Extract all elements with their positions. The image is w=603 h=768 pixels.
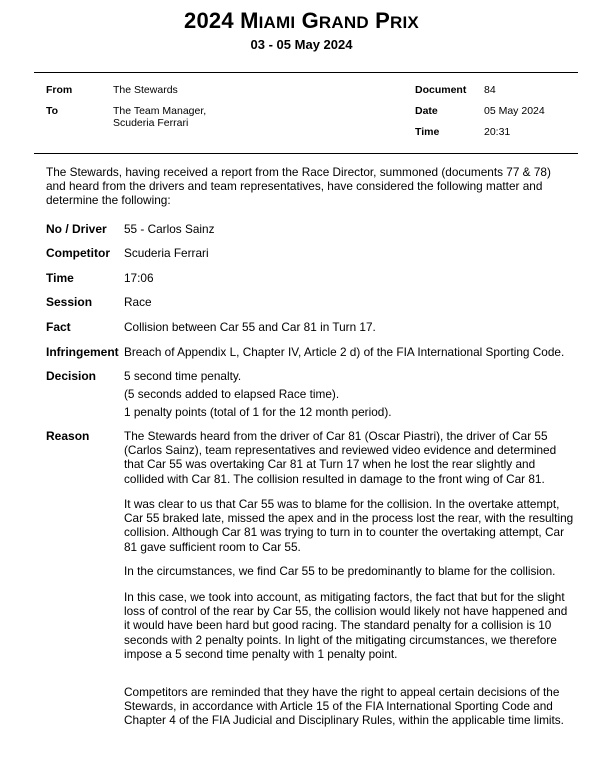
fact-value: Collision between Car 55 and Car 81 in Turn 17. [124,320,376,334]
decision-line-3: 1 penalty points (total of 1 for the 12 month period). [124,405,392,419]
to-label: To [46,105,59,117]
date-value: 05 May 2024 [484,105,545,117]
competitor-label: Competitor [46,246,110,260]
session-value: Race [124,295,152,309]
incident-time-label: Time [46,271,74,285]
reason-paragraph-3: In the circumstances, we find Car 55 to be predominantly to blame for the collision. [124,564,556,578]
session-label: Session [46,295,93,309]
to-value-line1: The Team Manager, [113,105,207,117]
competitor-value: Scuderia Ferrari [124,246,209,260]
to-value-line2: Scuderia Ferrari [113,117,189,129]
driver-label: No / Driver [46,222,107,236]
intro-paragraph: The Stewards, having received a report from the Race Director, summoned (documents 77 & 78) and heard from the drivers and team representatives, have considered the following matter and determine the following: [46,165,551,208]
header-bottom-rule [34,153,578,154]
decision-line-1: 5 second time penalty. [124,369,242,383]
from-label: From [46,84,73,96]
header-top-rule [34,72,578,73]
decision-line-2: (5 seconds added to elapsed Race time). [124,387,340,401]
reason-paragraph-1: The Stewards heard from the driver of Car 81 (Oscar Piastri), the driver of Car 55 (Carlos Sainz), team representatives and reviewed video evidence and determined that Car 55 was overtaking Car 81 at Turn 17 when he lost the rear slightly and collided with Car 81. The collision resulted in damage to the front wing of Car 81. [124,429,557,486]
incident-time-value: 17:06 [124,271,154,285]
document-number-label: Document [415,84,467,96]
from-value: The Stewards [113,84,178,96]
date-label: Date [415,105,438,117]
reason-paragraph-4: In this case, we took into account, as mitigating factors, the fact that but for the slight loss of control of the rear by Car 55, the collision would likely not have happened and it would have been hard but good racing. The standard penalty for a collision is 10 seconds with 2 penalty points. In light of the mitigating circumstances, we therefore impose a 5 second time penalty with 1 penalty point. [124,590,568,661]
infringement-value: Breach of Appendix L, Chapter IV, Article 2 d) of the FIA International Sporting Code. [124,345,565,359]
time-issued-label: Time [415,126,440,138]
infringement-label: Infringement [46,345,119,359]
document-number-value: 84 [484,84,496,96]
reason-label: Reason [46,429,90,443]
event-dates: 03 - 05 May 2024 [250,37,353,52]
reason-paragraph-2: It was clear to us that Car 55 was to blame for the collision. In the overtake attempt, Car 55 braked late, missed the apex and in the process lost the rear, with the resulting collision. Although Car 81 was trying to turn in to counter the overtaking attempt, Car 81 gave sufficient room to Car 55. [124,497,574,554]
document-title: 2024 MIAMI GRAND PRIX [184,8,419,33]
time-issued-value: 20:31 [484,126,511,138]
fact-label: Fact [46,320,71,334]
decision-label: Decision [46,369,97,383]
driver-value: 55 - Carlos Sainz [124,222,215,236]
appeal-notice-paragraph: Competitors are reminded that they have the right to appeal certain decisions of the Stewards, in accordance with Article 15 of the FIA International Sporting Code and Chapter 4 of the FIA Judicial and Disciplinary Rules, within the applicable time limits. [124,685,564,728]
